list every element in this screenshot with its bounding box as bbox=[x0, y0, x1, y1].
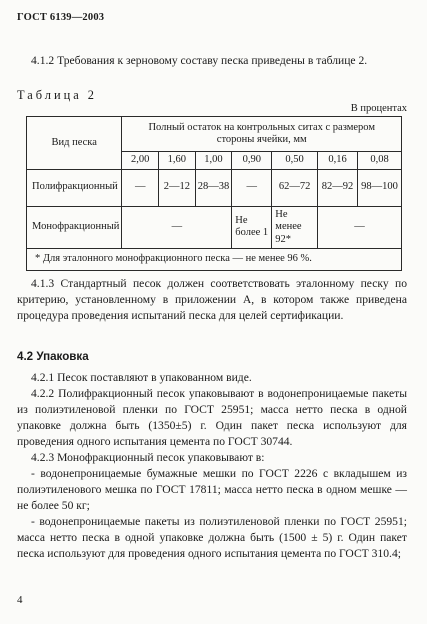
row-name: Полифракционный bbox=[27, 169, 122, 206]
table-cell: 2—12 bbox=[159, 169, 196, 206]
table-cell: 28—38 bbox=[195, 169, 232, 206]
table-cell: 62—72 bbox=[272, 169, 318, 206]
bullet-item: - водонепроницаемые бумажные мешки по ГОСТ 2226 с вкладышем из полиэтиленового мешка по ГОСТ 17811; масса нетто песка в одном мешке — не более 50 кг; bbox=[17, 467, 407, 512]
page-number: 4 bbox=[17, 594, 23, 606]
table-title: Таблица 2 bbox=[17, 88, 97, 102]
table-cell: 82—92 bbox=[317, 169, 357, 206]
document-header: ГОСТ 6139—2003 bbox=[17, 12, 105, 23]
size-header: 0,08 bbox=[358, 152, 402, 170]
paragraph-4-2-3: 4.2.3 Монофракционный песок упаковывают в: bbox=[31, 451, 265, 464]
size-header: 1,00 bbox=[195, 152, 232, 170]
table-cell: — bbox=[122, 206, 232, 249]
bullet-item: - водонепроницаемые пакеты из полиэтиленовой пленки по ГОСТ 25951; масса нетто песка в одной упаковке должна быть (1500 ± 5) г. Один пакет песка используют для проведения одного испытания цемента по ГОСТ 310.4; bbox=[17, 515, 407, 560]
size-header: 1,60 bbox=[159, 152, 196, 170]
col-header-sand-type: Вид песка bbox=[27, 117, 122, 170]
paragraph-4-1-2: 4.1.2 Требования к зерновому составу песка приведены в таблице 2. bbox=[31, 54, 368, 67]
size-header: 0,16 bbox=[317, 152, 357, 170]
table-row bbox=[27, 169, 402, 206]
table-row bbox=[27, 206, 402, 249]
table-cell: — bbox=[122, 169, 159, 206]
table-cell: 98—100 bbox=[358, 169, 402, 206]
table-footnote: * Для эталонного монофракционного песка — не менее 96 %. bbox=[27, 249, 402, 271]
paragraph-4-2-2: 4.2.2 Полифракционный песок упаковывают в водонепроницаемые пакеты из полиэтиленовой пленки по ГОСТ 25951; масса нетто песка в одной упаковке должна быть (1350±5) г. Один пакет песка используют для проведения одного испытания цемента по ГОСТ 30744. bbox=[17, 387, 407, 448]
table-cell: Не более 1 bbox=[232, 206, 272, 249]
table-cell: — bbox=[317, 206, 401, 249]
table-units: В процентах bbox=[350, 103, 407, 114]
col-header-residue: Полный остаток на контрольных ситах с размером стороны ячейки, мм bbox=[122, 117, 402, 152]
paragraph-4-2-1: 4.2.1 Песок поставляют в упакованном виде. bbox=[31, 371, 252, 384]
size-header: 0,50 bbox=[272, 152, 318, 170]
size-header: 0,90 bbox=[232, 152, 272, 170]
section-title: 4.2 Упаковка bbox=[17, 350, 89, 363]
table-cell: Не менее 92* bbox=[272, 206, 318, 249]
size-header: 2,00 bbox=[122, 152, 159, 170]
table-cell: — bbox=[232, 169, 272, 206]
sand-composition-table bbox=[26, 116, 402, 271]
row-name: Монофракционный bbox=[27, 206, 122, 249]
paragraph-4-1-3: 4.1.3 Стандартный песок должен соответствовать эталонному песку по критерию, установленному в приложении А, в котором также приведена процедура проведения испытаний песка для целей сертификации. bbox=[17, 277, 407, 322]
